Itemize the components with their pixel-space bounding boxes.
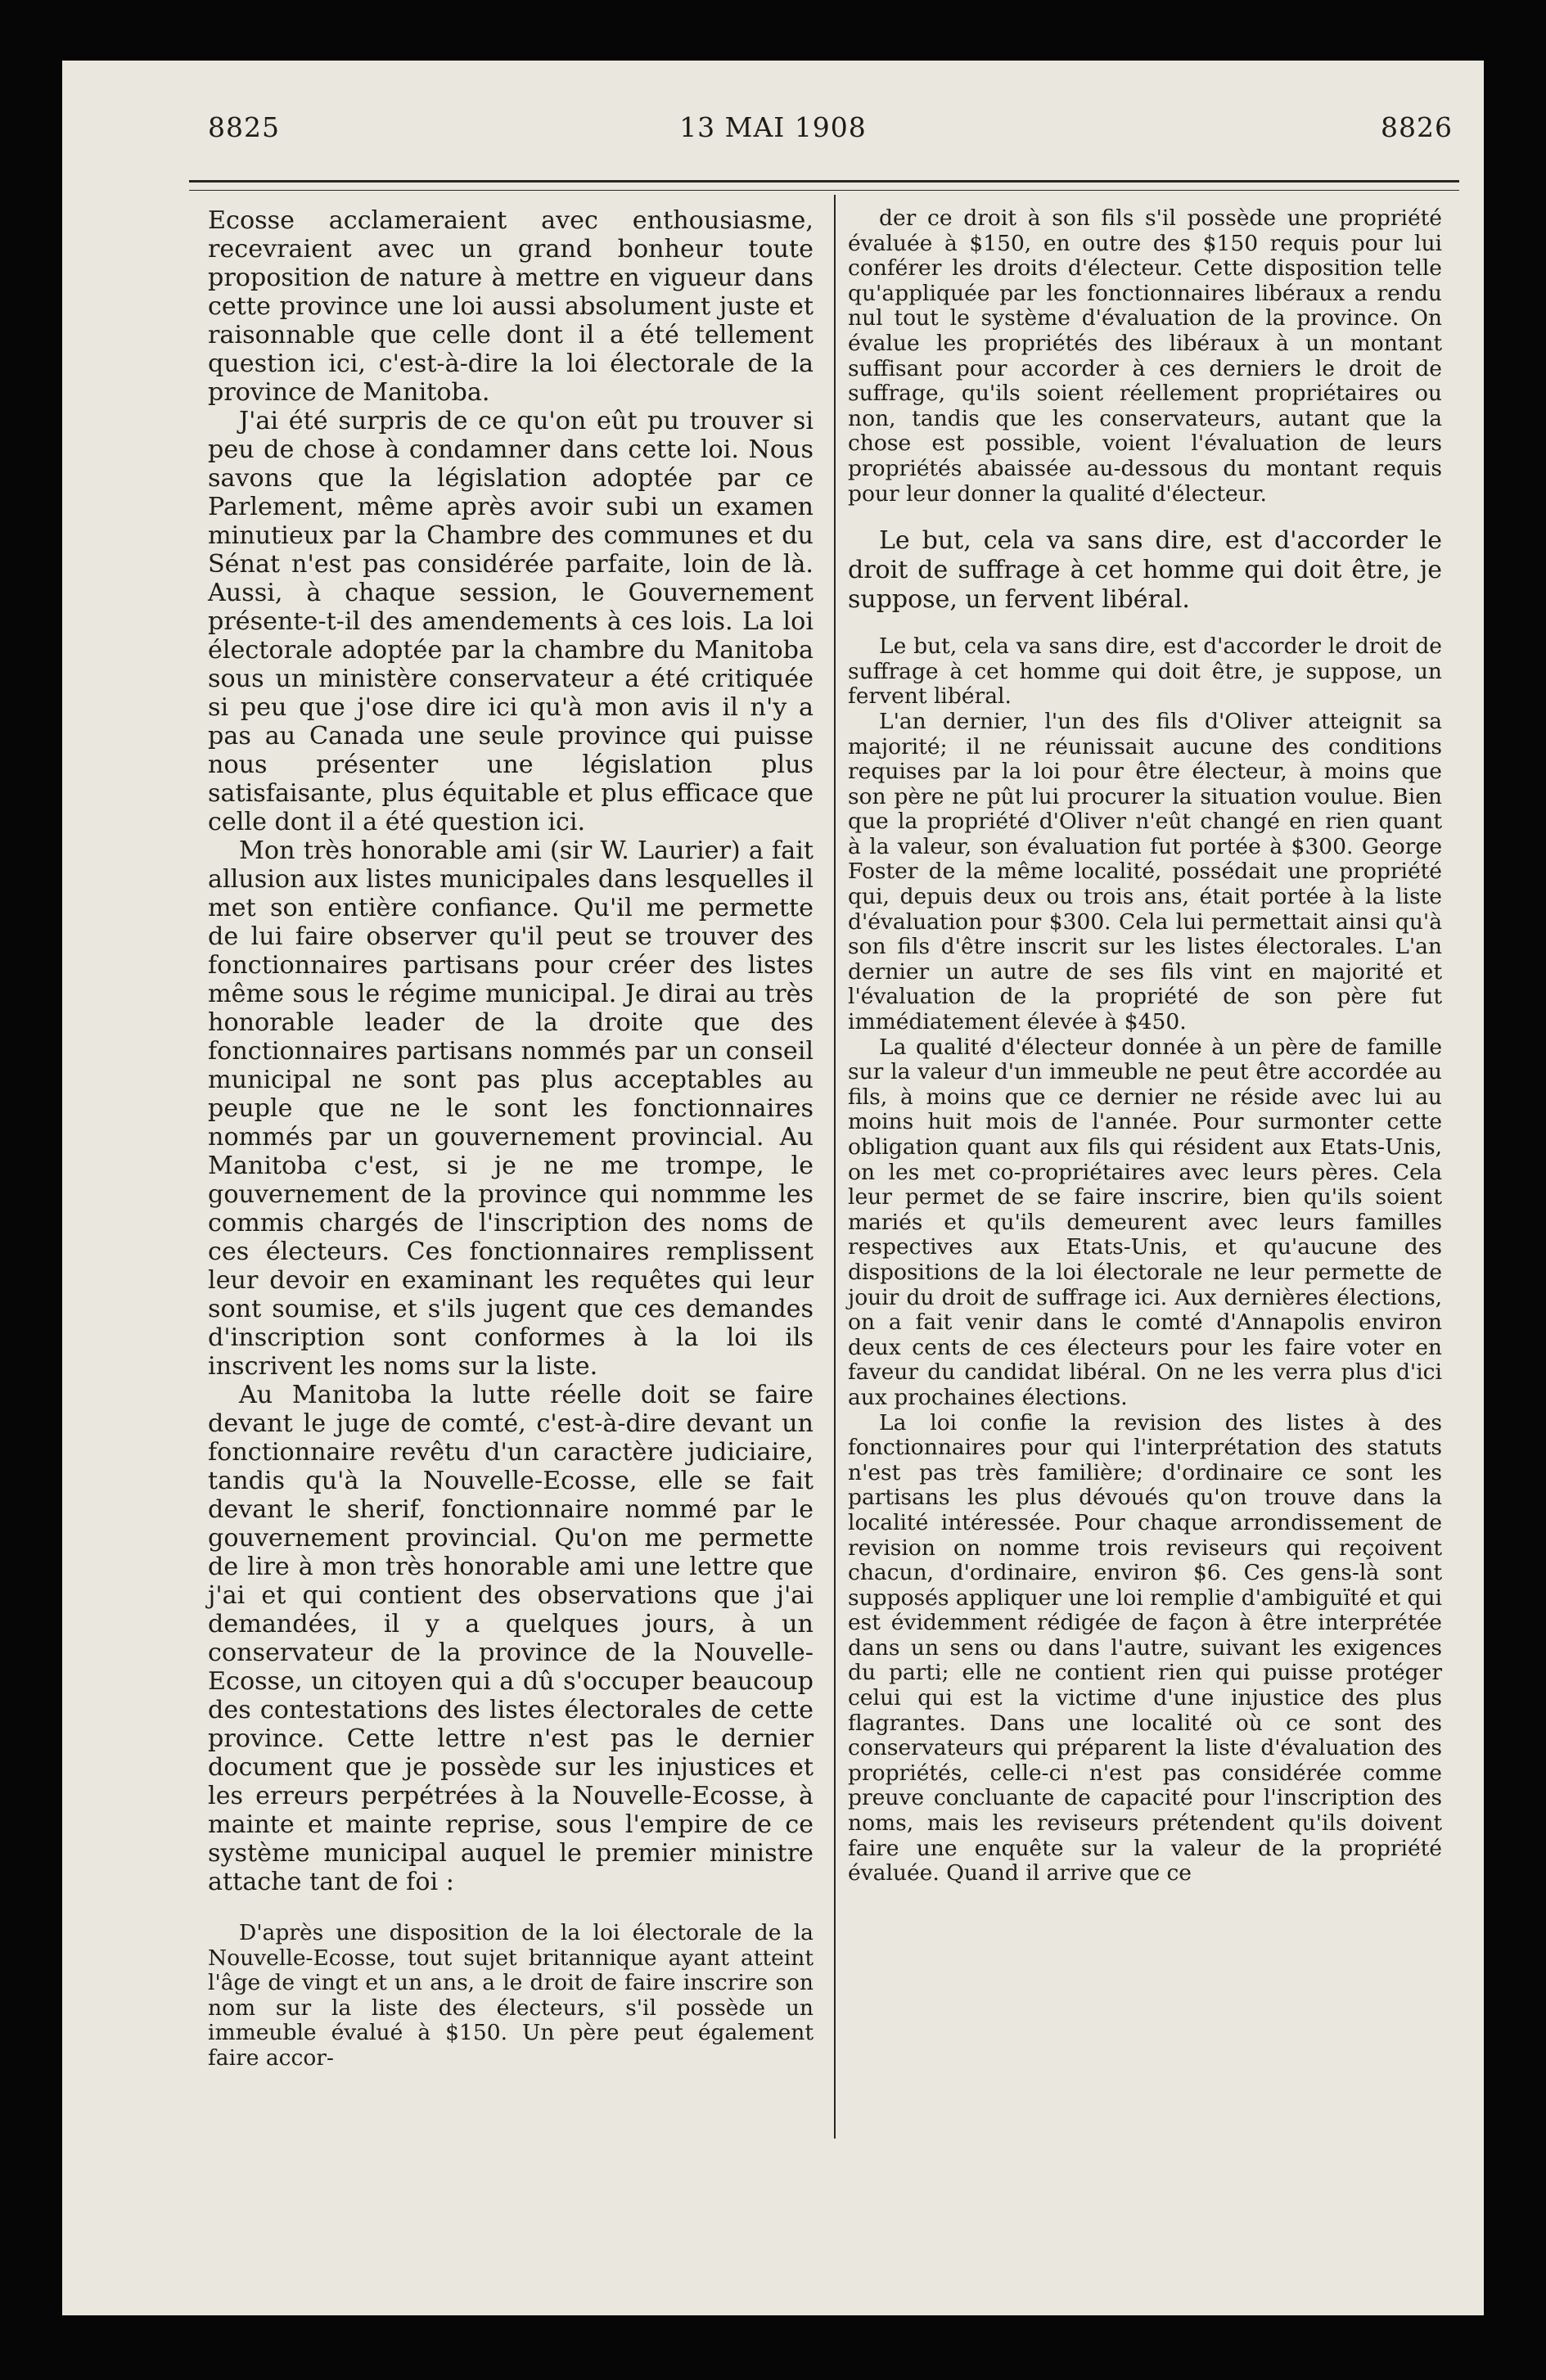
quoted-letter: Le but, cela va sans dire, est d'accorder le droit de suffrage à cet homme qui doit être, je suppose, un fervent libéral. [848,633,1442,710]
quoted-letter: La loi confie la revision des listes à des fonctionnaires pour qui l'interprétation des statuts n'est pas très familière; d'ordinaire ce sont les partisans les plus dévoués qu'on trouve dans la localité intéressée. Pour chaque arrondissement de revision on nomme trois reviseurs qui reçoivent chacun, d'ordinaire, environ $6. Ces gens-là sont supposés appliquer une loi remplie d'ambiguïté et qui est évidemment rédigée de façon à être interprétée dans un sens ou dans l'autre, suivant les exigences du parti; elle ne contient rien qui puisse protéger celui qui est la victime d'une injustice des plus flagrantes. Dans une localité où ce sont des conservateurs qui préparent la liste d'évaluation des propriétés, celle-ci n'est pas considérée comme preuve concluante de capacité pour l'inscription des noms, mais les reviseurs prétendent qu'ils doivent faire une enquête sur la valeur de la propriété évaluée. Quand il arrive que ce [848,1409,1442,1886]
paragraph: Ecosse acclameraient avec enthousiasme, recevraient avec un grand bonheur toute proposition de nature à mettre en vigueur dans cette province une loi aussi absolument juste et raisonnable que celle dont il a été tellement question ici, c'est-à-dire la loi électorale de la province de Manitoba. [208,206,814,407]
left-column [208,206,814,2071]
paragraph: J'ai été surpris de ce qu'on eût pu trouver si peu de chose à condamner dans cette loi. Nous savons que la législation adoptée par ce Parlement, même après avoir subi un examen minutieux par la Chambre des communes et du Sénat n'est pas considérée parfaite, loin de là. Aussi, à chaque session, le Gouvernement présente-t-il des amendements à ces lois. La loi électorale adoptée par la chambre du Manitoba sous un ministère conservateur a été critiquée si peu que j'ose dire ici qu'à mon avis il n'y a pas au Canada une seule province qui puisse nous présenter une législation plus satisfaisante, plus équitable et plus efficace que celle dont il a été question ici. [208,407,814,836]
page-number-right: 8826 [1381,111,1453,143]
right-column [848,206,1442,1886]
page-number-left: 8825 [208,111,280,143]
quoted-letter-continued: der ce droit à son fils s'il possède une propriété évaluée à $150, en outre des $150 requis pour lui conférer les droits d'électeur. Cette disposition telle qu'appliquée par les fonctionnaires libéraux a rendu nul tout le système d'évaluation de la province. On évalue les propriétés des libéraux à un montant suffisant pour accorder à ces derniers le droit de suffrage, qu'ils soient réellement propriétaires ou non, tandis que les conservateurs, autant que la chose est possible, voient l'évaluation de leurs propriétés abaissée au-dessous du montant requis pour leur donner la qualité d'électeur. [848,205,1442,507]
page-header [62,111,1484,152]
header-rule-thick [189,180,1459,183]
page-date: 13 MAI 1908 [679,111,867,143]
column-divider [834,195,836,2139]
paragraph: Le but, cela va sans dire, est d'accorder le droit de suffrage à cet homme qui doit être, je suppose, un fervent libéral. [848,526,1442,615]
paragraph: Au Manitoba la lutte réelle doit se faire devant le juge de comté, c'est-à-dire devant un fonctionnaire revêtu d'un caractère judiciaire, tandis qu'à la Nouvelle-Ecosse, elle se fait devant le sherif, fonctionnaire nommé par le gouvernement provincial. Qu'on me permette de lire à mon très honorable ami une lettre que j'ai et qui contient des observations que j'ai demandées, il y a quelques jours, à un conservateur de la province de la Nouvelle-Ecosse, un citoyen qui a dû s'occuper beaucoup des contestations des listes électorales de cette province. Cette lettre n'est pas le dernier document que je possède sur les injustices et les erreurs perpétrées à la Nouvelle-Ecosse, à mainte et mainte reprise, sous l'empire de ce système municipal auquel le premier ministre attache tant de foi : [208,1381,814,1896]
newspaper-page [62,61,1484,2315]
paragraph: Mon très honorable ami (sir W. Laurier) a fait allusion aux listes municipales dans lesquelles il met son entière confiance. Qu'il me permette de lui faire observer qu'il peut se trouver des fonctionnaires partisans pour créer des listes même sous le régime municipal. Je dirai au très honorable leader de la droite que des fonctionnaires partisans nommés par un conseil municipal ne sont pas plus acceptables au peuple que ne le sont les fonctionnaires nommés par un gouvernement provincial. Au Manitoba c'est, si je ne me trompe, le gouvernement de la province qui nommme les commis chargés de l'inscription des noms de ces électeurs. Ces fonctionnaires remplissent leur devoir en examinant les requêtes qui leur sont soumise, et s'ils jugent que ces demandes d'inscription sont conformes à la loi ils inscrivent les noms sur la liste. [208,836,814,1381]
quoted-letter: L'an dernier, l'un des fils d'Oliver atteignit sa majorité; il ne réunissait aucune des conditions requises par la loi pour être électeur, à moins que son père ne pût lui procurer la situation voulue. Bien que la propriété d'Oliver n'eût changé en rien quant à la valeur, son évaluation fut portée à $300. George Foster de la même localité, possédait une propriété qui, depuis deux ou trois ans, était portée à la liste d'évaluation pour $300. Cela lui permettait ainsi qu'à son fils d'être inscrit sur les listes électorales. L'an dernier un autre de ses fils vint en majorité et l'évaluation de la propriété de son père fut immédiatement élevée à $450. [848,708,1442,1035]
quoted-letter: La qualité d'électeur donnée à un père de famille sur la valeur d'un immeuble ne peut être accordée au fils, à moins que ce dernier ne réside avec lui au moins huit mois de l'année. Pour surmonter cette obligation quant aux fils qui résident aux Etats-Unis, on les met co-propriétaires avec leurs pères. Cela leur permet de se faire inscrire, bien qu'ils soient mariés et qu'ils demeurent avec leurs familles respectives aux Etats-Unis, et qu'aucune des dispositions de la loi électorale ne leur permette de jouir du droit de suffrage ici. Aux dernières élections, on a fait venir dans le comté d'Annapolis environ deux cents de ces électeurs pour les faire voter en faveur du candidat libéral. On ne les verra plus d'ici aux prochaines élections. [848,1034,1442,1410]
header-rule-thin [189,190,1459,191]
quoted-letter: D'après une disposition de la loi électorale de la Nouvelle-Ecosse, tout sujet britannique ayant atteint l'âge de vingt et un ans, a le droit de faire inscrire son nom sur la liste des électeurs, s'il possède un immeuble évalué à $150. Un père peut également faire accor- [208,1920,814,2071]
